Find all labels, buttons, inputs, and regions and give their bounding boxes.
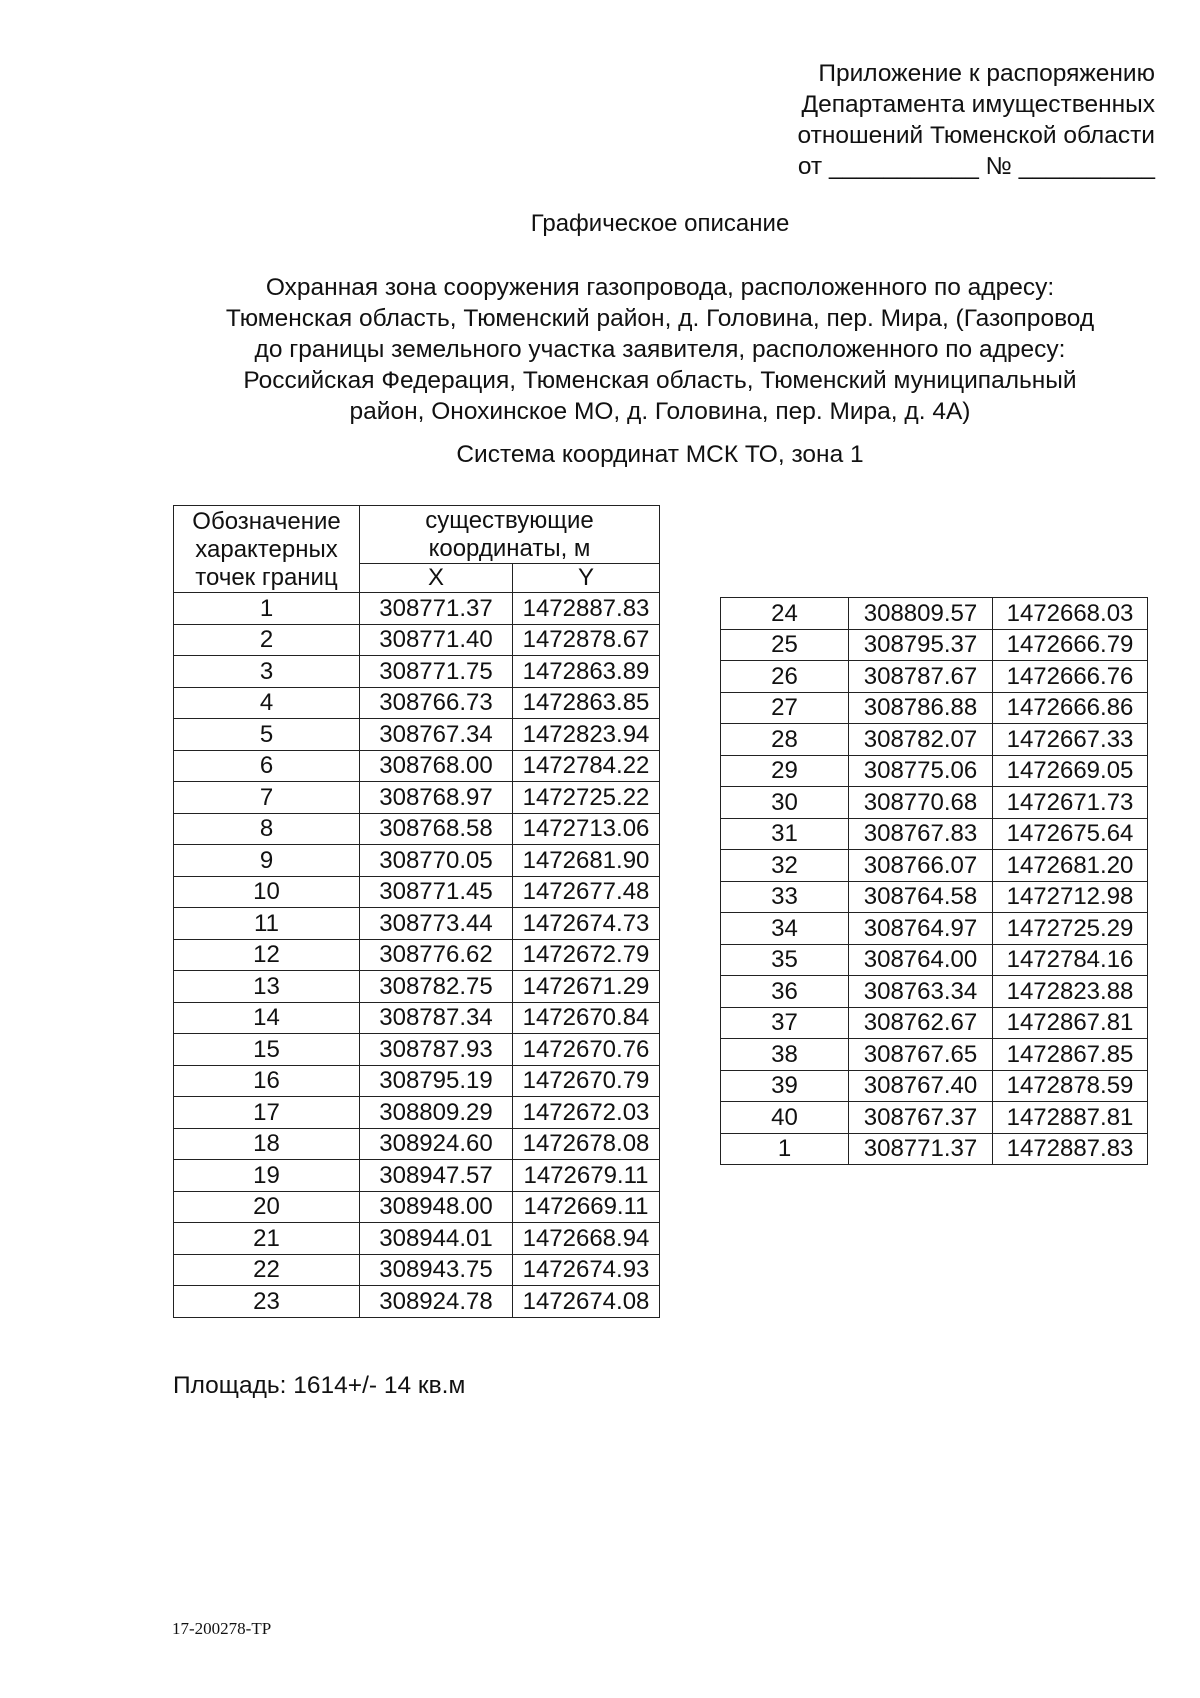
point-number-cell: 23 bbox=[174, 1286, 360, 1318]
point-number-cell: 26 bbox=[721, 661, 849, 693]
y-coordinate-cell: 1472679.11 bbox=[513, 1160, 660, 1192]
x-coordinate-cell: 308948.00 bbox=[360, 1191, 513, 1223]
y-coordinate-cell: 1472674.73 bbox=[513, 908, 660, 940]
header-label-line: Обозначение bbox=[192, 508, 341, 535]
x-coordinate-cell: 308766.73 bbox=[360, 687, 513, 719]
header-line: Приложение к распоряжению bbox=[818, 60, 1155, 87]
table-row bbox=[174, 624, 660, 656]
y-coordinate-cell: 1472713.06 bbox=[513, 813, 660, 845]
point-number-cell: 28 bbox=[721, 724, 849, 756]
point-number-cell: 32 bbox=[721, 850, 849, 882]
x-coordinate-cell: 308786.88 bbox=[849, 692, 993, 724]
y-coordinate-cell: 1472671.73 bbox=[993, 787, 1148, 819]
point-number-cell: 30 bbox=[721, 787, 849, 819]
point-number-cell: 10 bbox=[174, 876, 360, 908]
y-coordinate-cell: 1472887.83 bbox=[513, 593, 660, 625]
table-row bbox=[174, 1160, 660, 1192]
table-row bbox=[721, 881, 1148, 913]
header-group-line: координаты, м bbox=[428, 534, 591, 562]
table-row bbox=[174, 971, 660, 1003]
table-row bbox=[174, 782, 660, 814]
point-number-cell: 31 bbox=[721, 818, 849, 850]
table-row bbox=[174, 1065, 660, 1097]
y-coordinate-cell: 1472681.20 bbox=[993, 850, 1148, 882]
table-row bbox=[721, 913, 1148, 945]
point-number-cell: 15 bbox=[174, 1034, 360, 1066]
x-coordinate-cell: 308767.37 bbox=[849, 1102, 993, 1134]
y-coordinate-cell: 1472667.33 bbox=[993, 724, 1148, 756]
header-line: Департамента имущественных bbox=[801, 91, 1155, 118]
x-coordinate-cell: 308943.75 bbox=[360, 1254, 513, 1286]
y-coordinate-cell: 1472725.22 bbox=[513, 782, 660, 814]
y-coordinate-cell: 1472678.08 bbox=[513, 1128, 660, 1160]
x-coordinate-cell: 308771.37 bbox=[360, 593, 513, 625]
y-coordinate-cell: 1472677.48 bbox=[513, 876, 660, 908]
point-number-cell: 11 bbox=[174, 908, 360, 940]
point-number-cell: 12 bbox=[174, 939, 360, 971]
header-line: от ___________ № __________ bbox=[797, 153, 1155, 180]
point-number-cell: 7 bbox=[174, 782, 360, 814]
document-code: 17-200278-ТР bbox=[172, 1619, 272, 1638]
table-row bbox=[174, 593, 660, 625]
y-coordinate-cell: 1472672.03 bbox=[513, 1097, 660, 1129]
x-coordinate-cell: 308773.44 bbox=[360, 908, 513, 940]
table-row bbox=[174, 845, 660, 877]
table-row bbox=[721, 724, 1148, 756]
table-row bbox=[174, 1191, 660, 1223]
x-coordinate-cell: 308766.07 bbox=[849, 850, 993, 882]
table-row bbox=[174, 908, 660, 940]
x-coordinate-cell: 308775.06 bbox=[849, 755, 993, 787]
point-number-cell: 5 bbox=[174, 719, 360, 751]
table-row bbox=[721, 818, 1148, 850]
point-number-cell: 13 bbox=[174, 971, 360, 1003]
y-coordinate-cell: 1472878.67 bbox=[513, 624, 660, 656]
table-row bbox=[174, 1223, 660, 1255]
point-number-cell: 14 bbox=[174, 1002, 360, 1034]
y-coordinate-cell: 1472674.08 bbox=[513, 1286, 660, 1318]
point-number-cell: 27 bbox=[721, 692, 849, 724]
y-coordinate-cell: 1472887.83 bbox=[993, 1133, 1148, 1165]
point-number-cell: 35 bbox=[721, 944, 849, 976]
x-coordinate-cell: 308767.34 bbox=[360, 719, 513, 751]
table-row bbox=[721, 1133, 1148, 1165]
y-coordinate-cell: 1472674.93 bbox=[513, 1254, 660, 1286]
table-row bbox=[174, 1254, 660, 1286]
header-label-line: характерных bbox=[195, 536, 338, 563]
y-coordinate-cell: 1472675.64 bbox=[993, 818, 1148, 850]
point-number-cell: 18 bbox=[174, 1128, 360, 1160]
y-coordinate-cell: 1472887.81 bbox=[993, 1102, 1148, 1134]
table-row bbox=[174, 1128, 660, 1160]
table-row bbox=[721, 598, 1148, 630]
y-coordinate-cell: 1472666.76 bbox=[993, 661, 1148, 693]
point-number-cell: 39 bbox=[721, 1070, 849, 1102]
point-number-cell: 24 bbox=[721, 598, 849, 630]
header-label-line: точек границ bbox=[195, 564, 338, 591]
point-number-cell: 29 bbox=[721, 755, 849, 787]
y-coordinate-cell: 1472867.85 bbox=[993, 1039, 1148, 1071]
table-row bbox=[174, 687, 660, 719]
point-number-cell: 21 bbox=[174, 1223, 360, 1255]
area-value: Площадь: 1614+/- 14 кв.м bbox=[173, 1372, 466, 1399]
y-coordinate-cell: 1472668.94 bbox=[513, 1223, 660, 1255]
document-title: Графическое описание bbox=[530, 210, 790, 237]
point-number-cell: 16 bbox=[174, 1065, 360, 1097]
table-row bbox=[721, 944, 1148, 976]
y-coordinate-cell: 1472863.89 bbox=[513, 656, 660, 688]
table-row bbox=[174, 656, 660, 688]
point-number-cell: 6 bbox=[174, 750, 360, 782]
x-coordinate-cell: 308771.45 bbox=[360, 876, 513, 908]
point-label-header bbox=[174, 506, 360, 593]
x-coordinate-cell: 308764.58 bbox=[849, 881, 993, 913]
subject-line: Российская Федерация, Тюменская область, Тюменский муниципальный bbox=[243, 367, 1077, 394]
subject-line: до границы земельного участка заявителя, расположенного по адресу: bbox=[254, 336, 1066, 363]
table-row bbox=[174, 1034, 660, 1066]
y-coordinate-cell: 1472823.94 bbox=[513, 719, 660, 751]
table-row bbox=[721, 850, 1148, 882]
x-coordinate-cell: 308771.40 bbox=[360, 624, 513, 656]
x-coordinate-cell: 308768.00 bbox=[360, 750, 513, 782]
x-coordinate-cell: 308767.40 bbox=[849, 1070, 993, 1102]
table-row bbox=[174, 813, 660, 845]
point-number-cell: 1 bbox=[174, 593, 360, 625]
table-row bbox=[721, 1007, 1148, 1039]
x-coordinate-cell: 308924.60 bbox=[360, 1128, 513, 1160]
header-group-line: существующие bbox=[425, 506, 594, 534]
table-row bbox=[174, 1002, 660, 1034]
table-row bbox=[721, 976, 1148, 1008]
x-coordinate-cell: 308787.67 bbox=[849, 661, 993, 693]
subject-line: Охранная зона сооружения газопровода, расположенного по адресу: bbox=[265, 274, 1055, 301]
table-row bbox=[721, 787, 1148, 819]
table-row bbox=[721, 755, 1148, 787]
x-coordinate-cell: 308767.83 bbox=[849, 818, 993, 850]
table-row bbox=[174, 719, 660, 751]
point-number-cell: 4 bbox=[174, 687, 360, 719]
x-coordinate-cell: 308924.78 bbox=[360, 1286, 513, 1318]
y-coordinate-cell: 1472668.03 bbox=[993, 598, 1148, 630]
y-coordinate-cell: 1472670.76 bbox=[513, 1034, 660, 1066]
table-row bbox=[721, 629, 1148, 661]
y-coordinate-cell: 1472712.98 bbox=[993, 881, 1148, 913]
x-column-header: X bbox=[360, 564, 513, 593]
x-coordinate-cell: 308763.34 bbox=[849, 976, 993, 1008]
coordinates-table-left bbox=[173, 505, 660, 1318]
x-coordinate-cell: 308776.62 bbox=[360, 939, 513, 971]
table-row bbox=[721, 1102, 1148, 1134]
right-table-body bbox=[721, 598, 1148, 1165]
point-number-cell: 3 bbox=[174, 656, 360, 688]
point-number-cell: 33 bbox=[721, 881, 849, 913]
y-coordinate-cell: 1472666.86 bbox=[993, 692, 1148, 724]
x-coordinate-cell: 308782.75 bbox=[360, 971, 513, 1003]
subject-line: Тюменская область, Тюменский район, д. Головина, пер. Мира, (Газопровод bbox=[225, 305, 1095, 332]
point-number-cell: 37 bbox=[721, 1007, 849, 1039]
point-number-cell: 19 bbox=[174, 1160, 360, 1192]
point-number-cell: 17 bbox=[174, 1097, 360, 1129]
subject-line: район, Онохинское МО, д. Головина, пер. Мира, д. 4А) bbox=[349, 398, 971, 425]
y-coordinate-cell: 1472784.22 bbox=[513, 750, 660, 782]
point-number-cell: 1 bbox=[721, 1133, 849, 1165]
y-coordinate-cell: 1472672.79 bbox=[513, 939, 660, 971]
subject-description bbox=[150, 272, 1170, 427]
point-number-cell: 20 bbox=[174, 1191, 360, 1223]
table-row bbox=[174, 939, 660, 971]
left-table-body bbox=[174, 593, 660, 1318]
y-coordinate-cell: 1472867.81 bbox=[993, 1007, 1148, 1039]
x-coordinate-cell: 308947.57 bbox=[360, 1160, 513, 1192]
y-coordinate-cell: 1472681.90 bbox=[513, 845, 660, 877]
table-row bbox=[721, 1039, 1148, 1071]
table-row bbox=[721, 1070, 1148, 1102]
x-coordinate-cell: 308771.75 bbox=[360, 656, 513, 688]
x-coordinate-cell: 308771.37 bbox=[849, 1133, 993, 1165]
coordinate-system-label: Система координат МСК ТО, зона 1 bbox=[456, 441, 864, 468]
x-coordinate-cell: 308795.19 bbox=[360, 1065, 513, 1097]
y-coordinate-cell: 1472725.29 bbox=[993, 913, 1148, 945]
x-coordinate-cell: 308787.34 bbox=[360, 1002, 513, 1034]
point-number-cell: 2 bbox=[174, 624, 360, 656]
x-coordinate-cell: 308770.05 bbox=[360, 845, 513, 877]
y-coordinate-cell: 1472671.29 bbox=[513, 971, 660, 1003]
y-coordinate-cell: 1472670.79 bbox=[513, 1065, 660, 1097]
point-number-cell: 36 bbox=[721, 976, 849, 1008]
y-coordinate-cell: 1472670.84 bbox=[513, 1002, 660, 1034]
x-coordinate-cell: 308767.65 bbox=[849, 1039, 993, 1071]
coordinates-group-header bbox=[360, 506, 660, 564]
point-number-cell: 38 bbox=[721, 1039, 849, 1071]
x-coordinate-cell: 308768.97 bbox=[360, 782, 513, 814]
y-coordinate-cell: 1472878.59 bbox=[993, 1070, 1148, 1102]
y-coordinate-cell: 1472669.11 bbox=[513, 1191, 660, 1223]
x-coordinate-cell: 308764.00 bbox=[849, 944, 993, 976]
y-coordinate-cell: 1472669.05 bbox=[993, 755, 1148, 787]
y-column-header: Y bbox=[513, 564, 660, 593]
y-coordinate-cell: 1472863.85 bbox=[513, 687, 660, 719]
table-row bbox=[174, 876, 660, 908]
coordinates-table-right bbox=[720, 597, 1148, 1165]
x-coordinate-cell: 308944.01 bbox=[360, 1223, 513, 1255]
x-coordinate-cell: 308762.67 bbox=[849, 1007, 993, 1039]
table-row bbox=[174, 1097, 660, 1129]
table-row bbox=[174, 1286, 660, 1318]
x-coordinate-cell: 308809.29 bbox=[360, 1097, 513, 1129]
x-coordinate-cell: 308809.57 bbox=[849, 598, 993, 630]
x-coordinate-cell: 308764.97 bbox=[849, 913, 993, 945]
x-coordinate-cell: 308770.68 bbox=[849, 787, 993, 819]
table-row bbox=[721, 661, 1148, 693]
table-row bbox=[721, 692, 1148, 724]
table-row bbox=[174, 750, 660, 782]
point-number-cell: 25 bbox=[721, 629, 849, 661]
point-number-cell: 9 bbox=[174, 845, 360, 877]
x-coordinate-cell: 308768.58 bbox=[360, 813, 513, 845]
point-number-cell: 34 bbox=[721, 913, 849, 945]
x-coordinate-cell: 308787.93 bbox=[360, 1034, 513, 1066]
header-line: отношений Тюменской области bbox=[797, 122, 1155, 149]
appendix-header bbox=[700, 58, 1155, 182]
point-number-cell: 8 bbox=[174, 813, 360, 845]
y-coordinate-cell: 1472823.88 bbox=[993, 976, 1148, 1008]
x-coordinate-cell: 308782.07 bbox=[849, 724, 993, 756]
x-coordinate-cell: 308795.37 bbox=[849, 629, 993, 661]
y-coordinate-cell: 1472784.16 bbox=[993, 944, 1148, 976]
y-coordinate-cell: 1472666.79 bbox=[993, 629, 1148, 661]
point-number-cell: 40 bbox=[721, 1102, 849, 1134]
point-number-cell: 22 bbox=[174, 1254, 360, 1286]
